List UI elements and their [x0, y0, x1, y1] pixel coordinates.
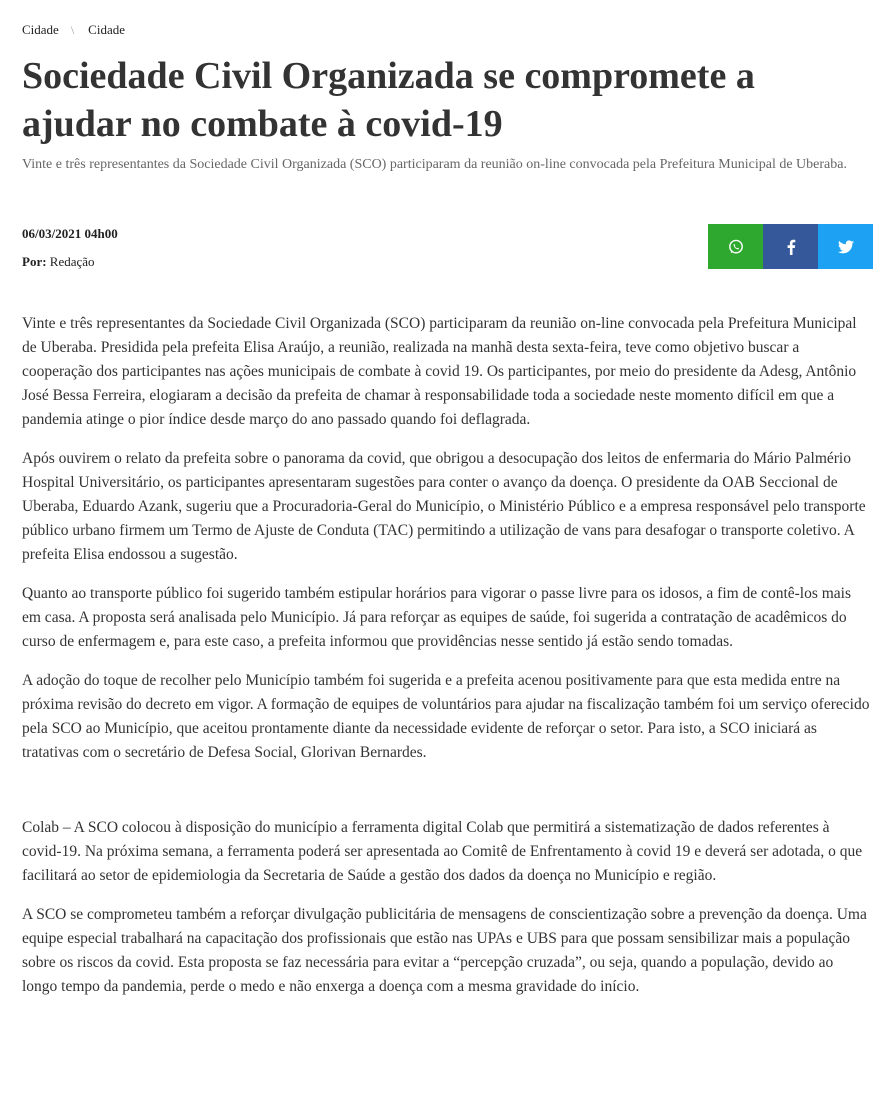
article-paragraph: Após ouvirem o relato da prefeita sobre o panorama da covid, que obrigou a desocupação dos leitos de enfermaria do Mário Palmério Hospital Universitário, os participantes apresentaram sugestões para conter o avanço da doença. O presidente da OAB Seccional de Uberaba, Eduardo Azank, sugeriu que a Procuradoria-Geral do Município, o Ministério Público e a empresa responsável pelo transporte público urbano firmem um Termo de Ajuste de Conduta (TAC) permitindo a utilização de vans para desafogar o transporte coletivo. A prefeita Elisa endossou a sugestão. — [22, 450, 866, 563]
article-date: 06/03/2021 04h00 — [22, 226, 118, 241]
paragraph-spacer — [22, 780, 872, 816]
facebook-icon — [786, 239, 796, 255]
article-author — [22, 254, 95, 270]
share-whatsapp-button[interactable] — [708, 224, 763, 269]
author-name: Redação — [49, 254, 95, 269]
share-twitter-button[interactable] — [818, 224, 873, 269]
whatsapp-icon — [728, 239, 744, 255]
article-paragraph: Vinte e três representantes da Sociedade Civil Organizada (SCO) participaram da reunião on-line convocada pela Prefeitura Municipal de Uberaba. Presidida pela prefeita Elisa Araújo, a reunião, realizada na manhã desta sexta-feira, teve como objetivo buscar a cooperação dos participantes nas ações municipais de combate à covid 19. Os participantes, por meio do presidente da Adesg, Antônio José Bessa Ferreira, elogiaram a decisão da prefeita de chamar à responsabilidade toda a sociedade neste momento difícil em que a pandemia atinge o pior índice desde março do ano passado quando foi deflagrada. — [22, 315, 857, 428]
twitter-icon — [838, 240, 854, 254]
article-paragraph: A SCO se comprometeu também a reforçar divulgação publicitária de mensagens de conscientização sobre a prevenção da doença. Uma equipe especial trabalhará na capacitação dos profissionais que estão nas UPAs e UBS para que possam sensibilizar mais a população sobre os riscos da covid. Esta proposta se faz necessária para evitar a “percepção cruzada”, ou seja, quando a população, devido ao longo tempo da pandemia, perde o medo e não enxerga a doença com a mesma gravidade do início. — [22, 906, 867, 995]
article-paragraph: Quanto ao transporte público foi sugerido também estipular horários para vigorar o passe livre para os idosos, a fim de contê-los mais em casa. A proposta será analisada pelo Município. Já para reforçar as equipes de saúde, foi sugerida a contratação de acadêmicos do curso de enfermagem e, para este caso, a prefeita informou que providências nesse sentido já estão sendo tomadas. — [22, 585, 852, 650]
share-facebook-button[interactable] — [763, 224, 818, 269]
share-buttons — [708, 224, 873, 269]
breadcrumb-separator: \ — [70, 22, 75, 37]
breadcrumb — [22, 22, 125, 38]
article-paragraph: Colab – A SCO colocou à disposição do município a ferramenta digital Colab que permitirá a sistematização de dados referentes à covid-19. Na próxima semana, a ferramenta poderá ser apresentada ao Comitê de Enfrentamento à covid 19 e deverá ser adotada, o que facilitará ao setor de epidemiologia da Secretaria de Saúde a gestão dos dados da doença no Município e região. — [22, 819, 863, 884]
author-prefix: Por: — [22, 254, 47, 269]
article-body — [22, 312, 872, 1014]
article-subtitle: Vinte e três representantes da Sociedade Civil Organizada (SCO) participaram da reunião on-line convocada pela Prefeitura Municipal de Uberaba. — [22, 157, 847, 172]
article-title: Sociedade Civil Organizada se compromete a ajudar no combate à covid-19 — [22, 55, 755, 145]
breadcrumb-item-subsection[interactable]: Cidade — [88, 22, 125, 37]
breadcrumb-item-section[interactable]: Cidade — [22, 22, 59, 37]
article-paragraph: A adoção do toque de recolher pelo Município também foi sugerida e a prefeita acenou positivamente para que esta medida entre na próxima revisão do decreto em vigor. A formação de equipes de voluntários para ajudar na fiscalização também foi um serviço oferecido pela SCO ao Município, que aceitou prontamente diante da necessidade evidente de reforçar o setor. Para isto, a SCO iniciará as tratativas com o secretário de Defesa Social, Glorivan Bernardes. — [22, 672, 870, 761]
